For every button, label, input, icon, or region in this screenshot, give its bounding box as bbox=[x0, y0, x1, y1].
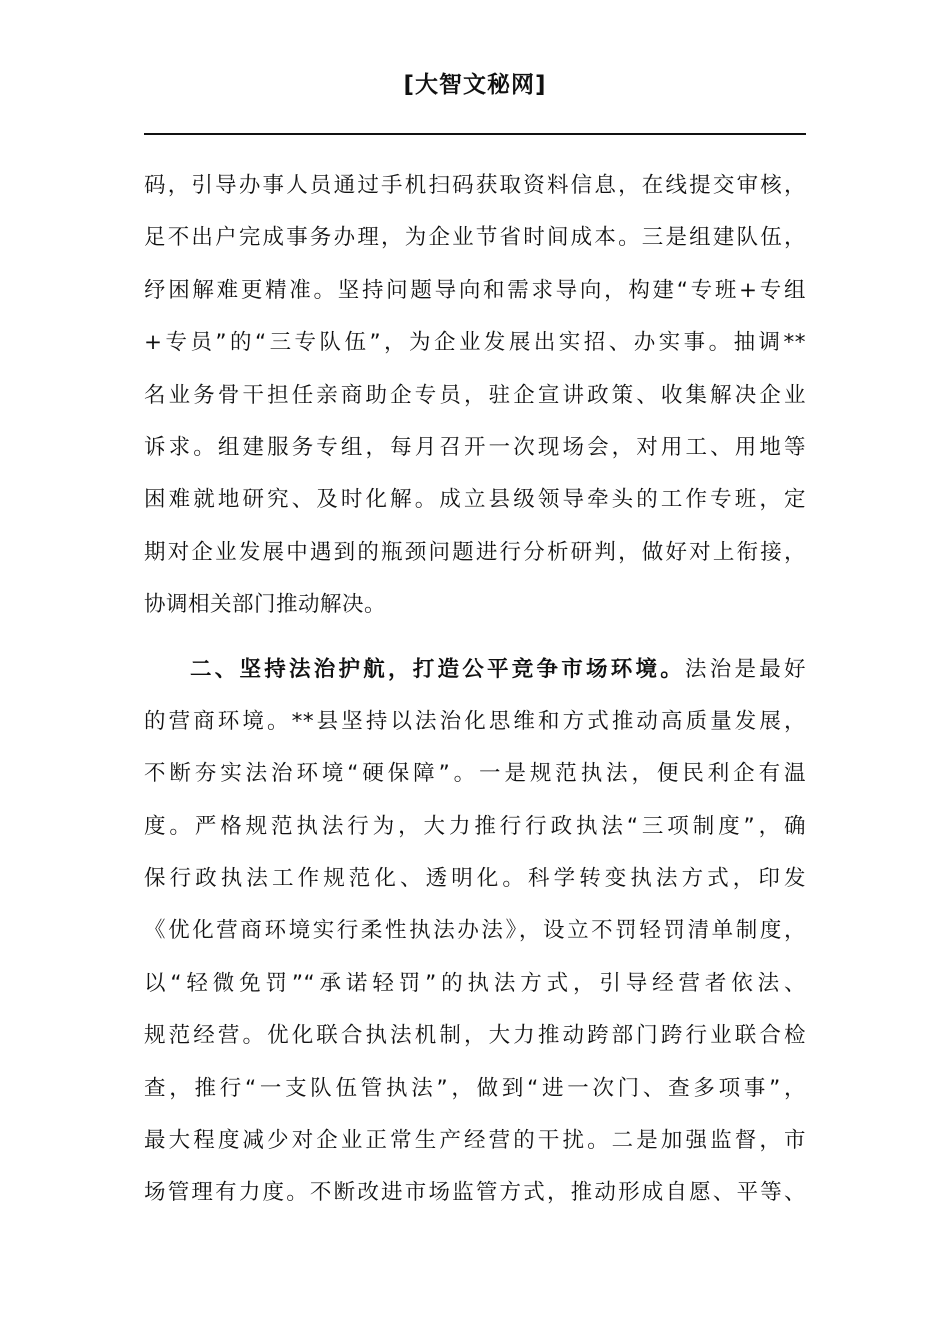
paragraph-line: 纾困解难更精准。坚持问题导向和需求导向，构建“专班+专组 bbox=[144, 277, 806, 303]
paragraph-line: 《优化营商环境实行柔性执法办法》，设立不罚轻罚清单制度， bbox=[144, 918, 806, 944]
paragraph-line: 不断夯实法治环境“硬保障”。一是规范执法，便民利企有温 bbox=[144, 761, 806, 787]
paragraph-line: 诉求。组建服务专组，每月召开一次现场会，对用工、用地等 bbox=[144, 434, 806, 460]
paragraph-line: 协调相关部门推动解决。 bbox=[144, 592, 387, 618]
paragraph-spacer bbox=[144, 632, 806, 644]
paragraph-line: 足不出户完成事务办理，为企业节省时间成本。三是组建队伍， bbox=[144, 225, 806, 251]
paragraph-line: 查，推行“一支队伍管执法”，做到“进一次门、查多项事”， bbox=[144, 1075, 806, 1101]
paragraph-line: 码，引导办事人员通过手机扫码获取资料信息，在线提交审核， bbox=[144, 173, 806, 198]
page-header-title: [大智文秘网] bbox=[403, 72, 547, 98]
paragraph-line: 最大程度减少对企业正常生产经营的干扰。二是加强监督，市 bbox=[144, 1128, 806, 1154]
paragraph-line: 困难就地研究、及时化解。成立县级领导牵头的工作专班，定 bbox=[144, 487, 806, 513]
paragraph-line: 期对企业发展中遇到的瓶颈问题进行分析研判，做好对上衔接， bbox=[144, 539, 806, 565]
section-heading-continuation: 法治是最好 bbox=[684, 656, 806, 682]
paragraph-line: 保行政执法工作规范化、透明化。科学转变执法方式，印发 bbox=[144, 866, 806, 892]
header-divider bbox=[144, 133, 806, 135]
section-heading: 二、坚持法治护航，打造公平竞争市场环境。 bbox=[190, 656, 685, 682]
paragraph-line: +专员”的“三专队伍”，为企业发展出实招、办实事。抽调** bbox=[144, 330, 806, 356]
paragraph-line: 以“轻微免罚”“承诺轻罚”的执法方式，引导经营者依法、 bbox=[144, 970, 806, 996]
paragraph-first-line bbox=[144, 644, 806, 696]
paragraph-1 bbox=[144, 160, 806, 632]
document-body bbox=[144, 160, 806, 1220]
paragraph-line: 规范经营。优化联合执法机制，大力推动跨部门跨行业联合检 bbox=[144, 1023, 806, 1049]
paragraph-line: 度。严格规范执法行为，大力推行行政执法“三项制度”，确 bbox=[144, 813, 806, 839]
paragraph-line: 名业务骨干担任亲商助企专员，驻企宣讲政策、收集解决企业 bbox=[144, 382, 806, 408]
paragraph-line: 场管理有力度。不断改进市场监管方式，推动形成自愿、平等、 bbox=[144, 1180, 806, 1206]
paragraph-2 bbox=[144, 644, 806, 1220]
paragraph-line: 的营商环境。**县坚持以法治化思维和方式推动高质量发展， bbox=[144, 708, 806, 734]
